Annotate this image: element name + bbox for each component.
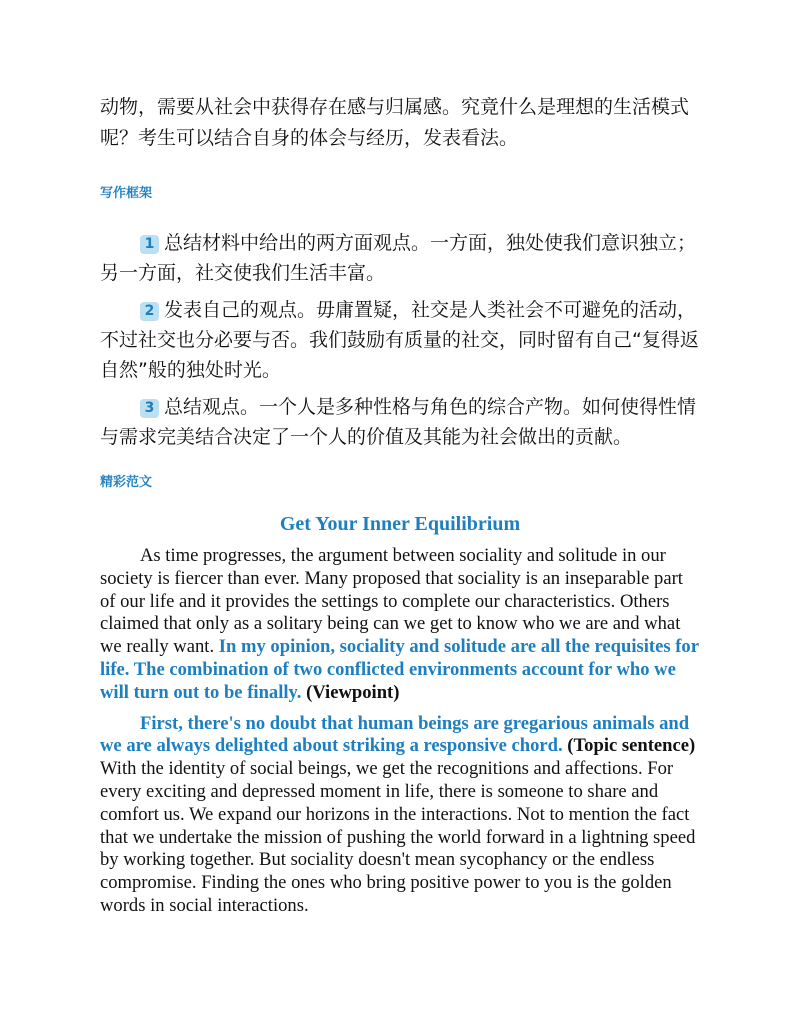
framework-item-text: 总结材料中给出的两方面观点。一方面，独处使我们意识独立；另一方面，社交使我们生活丰富。 — [100, 232, 697, 284]
topic-sentence-highlight: First, there's no doubt that human beings are gregarious animals and we are always delighted about striking a responsive chord. — [100, 712, 690, 757]
paragraph-text: As time progresses, the argument between sociality and solitude in our society is fiercer than ever. Many proposed that sociality is an inseparable part of our life and it provides the settings to complete our characteristics. Others claimed that only as a solitary being can we get to know who we are and what we really want. — [100, 545, 683, 658]
framework-item-text: 总结观点。一个人是多种性格与角色的综合产物。如何使得性情与需求完美结合决定了一个人的价值及其能为社会做出的贡献。 — [100, 396, 697, 448]
viewpoint-tag: (Viewpoint) — [306, 681, 400, 703]
essay-paragraph-2 — [100, 713, 700, 918]
number-badge-3: 3 — [140, 399, 159, 418]
essay-body — [100, 545, 700, 926]
framework-heading: 写作框架 — [100, 186, 153, 201]
paragraph-text: With the identity of social beings, we get the recognitions and affections. For every exciting and depressed moment in life, there is someone to share and comfort us. We expand our horizons in the interactions. Not to mention the fact that we undertake the mission of pushing the world forward in a lightning speed by working together. But sociality doesn't mean sycophancy or the endless compromise. Finding the ones who bring positive power to you is the golden words in social interactions. — [100, 758, 696, 916]
framework-item-text: 发表自己的观点。毋庸置疑，社交是人类社会不可避免的活动，不过社交也分必要与否。我们鼓励有质量的社交，同时留有自己“复得返自然”般的独处时光。 — [100, 299, 699, 381]
framework-item-3 — [100, 392, 700, 452]
framework-item-1 — [100, 228, 700, 288]
essay-heading: 精彩范文 — [100, 475, 153, 490]
intro-paragraph: 动物，需要从社会中获得存在感与归属感。究竟什么是理想的生活模式呢？考生可以结合自身的体会与经历，发表看法。 — [100, 96, 690, 149]
essay-title: Get Your Inner Equilibrium — [279, 513, 521, 535]
thesis-highlight: In my opinion, sociality and solitude are all the requisites for life. The combination of two conflicted environments account for who we will turn out to be finally. — [100, 636, 699, 703]
framework-list — [100, 228, 700, 459]
topic-sentence-tag: (Topic sentence) — [567, 735, 696, 757]
essay-paragraph-1 — [100, 545, 700, 705]
number-badge-2: 2 — [140, 302, 159, 321]
framework-item-2 — [100, 295, 700, 385]
number-badge-1: 1 — [140, 235, 159, 254]
